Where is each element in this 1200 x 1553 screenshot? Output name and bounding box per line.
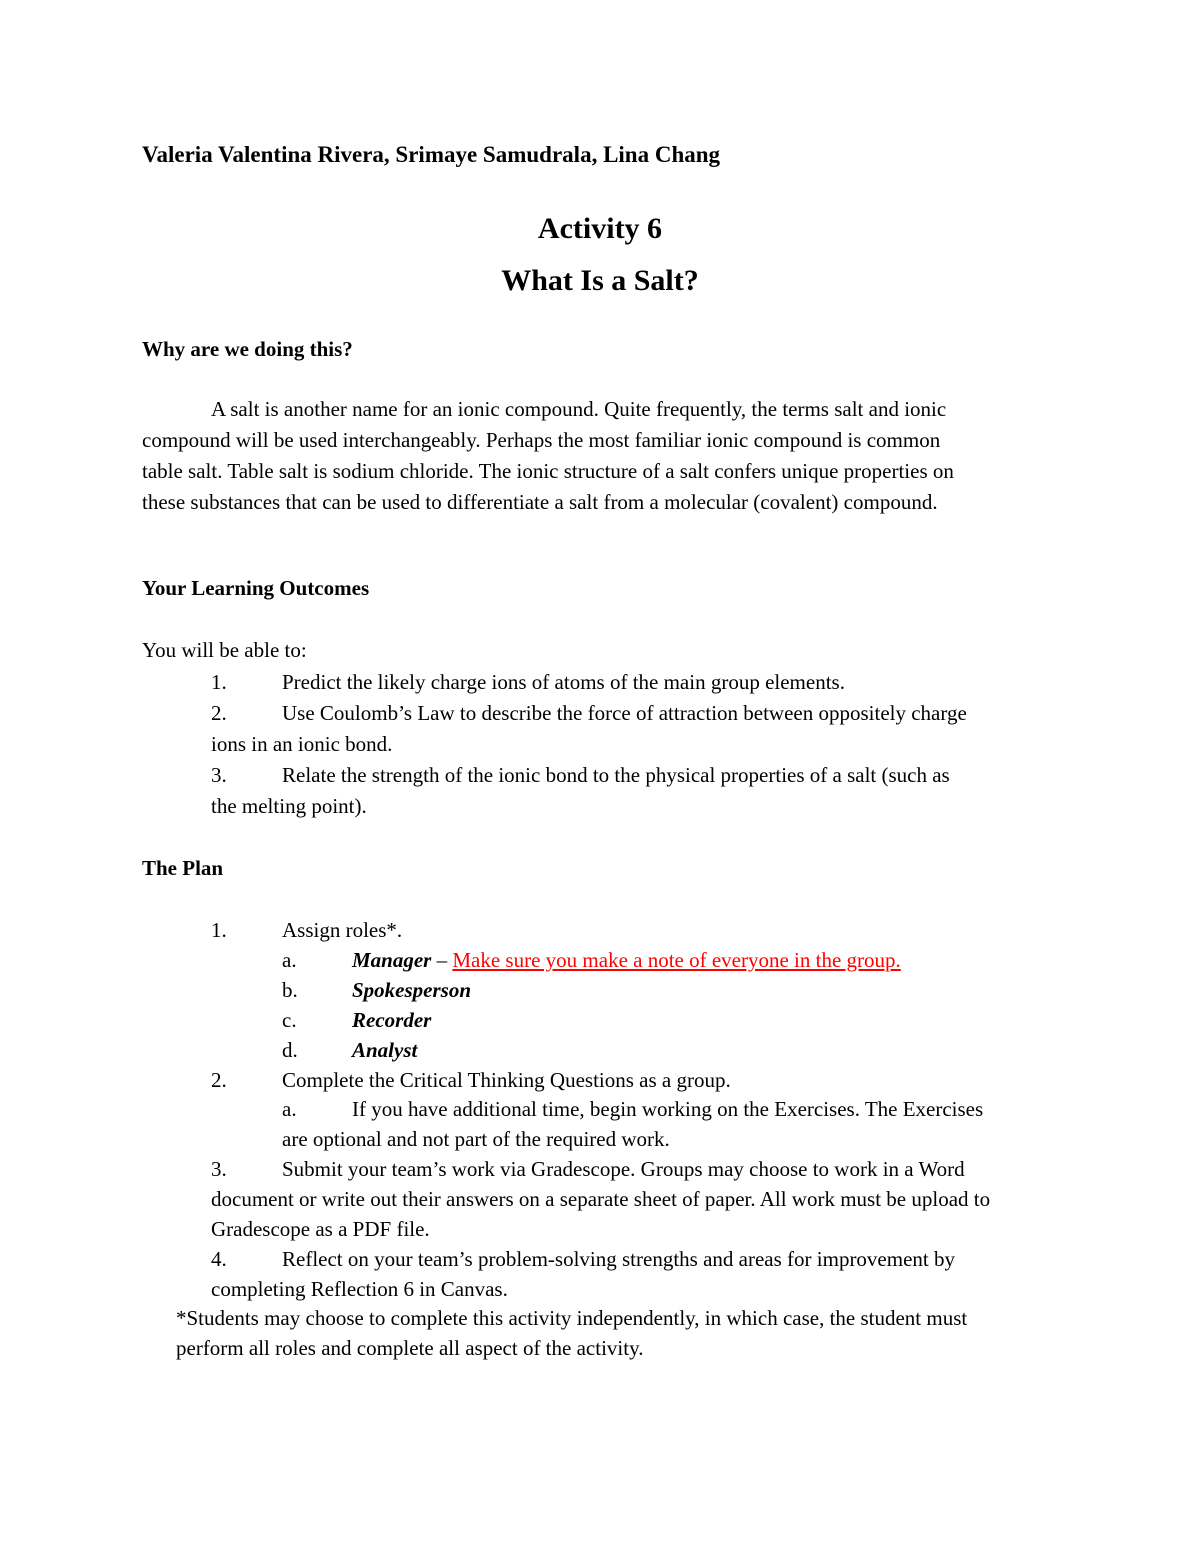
role-letter: b. <box>282 978 298 1002</box>
role-letter: c. <box>282 1008 297 1032</box>
why-paragraph-line: compound will be used interchangeably. Perhaps the most familiar ionic compound is common <box>142 428 941 452</box>
plan-text: Complete the Critical Thinking Questions as a group. <box>282 1068 731 1092</box>
plan-heading: The Plan <box>142 856 224 880</box>
outcomes-heading: Your Learning Outcomes <box>142 576 370 600</box>
role-letter: a. <box>282 948 297 972</box>
authors-line: Valeria Valentina Rivera, Srimaye Samudrala, Lina Chang <box>142 142 721 167</box>
plan-text: Gradescope as a PDF file. <box>211 1217 430 1241</box>
footnote-line: *Students may choose to complete this activity independently, in which case, the student must <box>176 1306 968 1330</box>
plan-number: 1. <box>211 918 227 942</box>
outcome-text: the melting point). <box>211 794 367 818</box>
role-name: Spokesperson <box>352 978 472 1002</box>
outcome-text: Use Coulomb’s Law to describe the force of attraction between oppositely charge <box>282 701 967 725</box>
role-name: Analyst <box>352 1038 418 1062</box>
subitem-text: If you have additional time, begin working on the Exercises. The Exercises <box>352 1097 984 1121</box>
outcome-text: Relate the strength of the ionic bond to the physical properties of a salt (such as <box>282 763 950 787</box>
activity-number-title: Activity 6 <box>537 212 663 245</box>
plan-text: Submit your team’s work via Gradescope. Groups may choose to work in a Word <box>282 1157 965 1181</box>
role-name: Manager <box>352 948 432 972</box>
why-paragraph-line: these substances that can be used to differentiate a salt from a molecular (covalent) compound. <box>142 490 938 514</box>
why-heading: Why are we doing this? <box>142 337 353 361</box>
role-dash: – <box>431 948 453 972</box>
plan-number: 3. <box>211 1157 227 1181</box>
role-manager <box>352 948 901 973</box>
role-letter: d. <box>282 1038 298 1062</box>
role-name: Recorder <box>352 1008 432 1032</box>
subitem-text: are optional and not part of the required work. <box>282 1127 670 1151</box>
activity-title: What Is a Salt? <box>501 264 699 297</box>
plan-text: Reflect on your team’s problem-solving strengths and areas for improvement by <box>282 1247 955 1271</box>
outcome-number: 1. <box>211 670 227 694</box>
outcomes-intro: You will be able to: <box>142 638 307 662</box>
footnote-line: perform all roles and complete all aspect of the activity. <box>176 1336 644 1360</box>
outcome-number: 3. <box>211 763 227 787</box>
why-paragraph-line: A salt is another name for an ionic compound. Quite frequently, the terms salt and ionic <box>211 397 947 421</box>
outcome-text: ions in an ionic bond. <box>211 732 393 756</box>
plan-text: document or write out their answers on a separate sheet of paper. All work must be upload to <box>211 1187 991 1211</box>
plan-number: 4. <box>211 1247 227 1271</box>
plan-text: completing Reflection 6 in Canvas. <box>211 1277 508 1301</box>
why-paragraph-line: table salt. Table salt is sodium chloride. The ionic structure of a salt confers unique properties on <box>142 459 954 483</box>
plan-number: 2. <box>211 1068 227 1092</box>
outcome-number: 2. <box>211 701 227 725</box>
manager-note: Make sure you make a note of everyone in the group. <box>452 948 901 972</box>
subitem-letter: a. <box>282 1097 297 1121</box>
plan-text: Assign roles*. <box>282 918 403 942</box>
outcome-text: Predict the likely charge ions of atoms of the main group elements. <box>282 670 845 694</box>
